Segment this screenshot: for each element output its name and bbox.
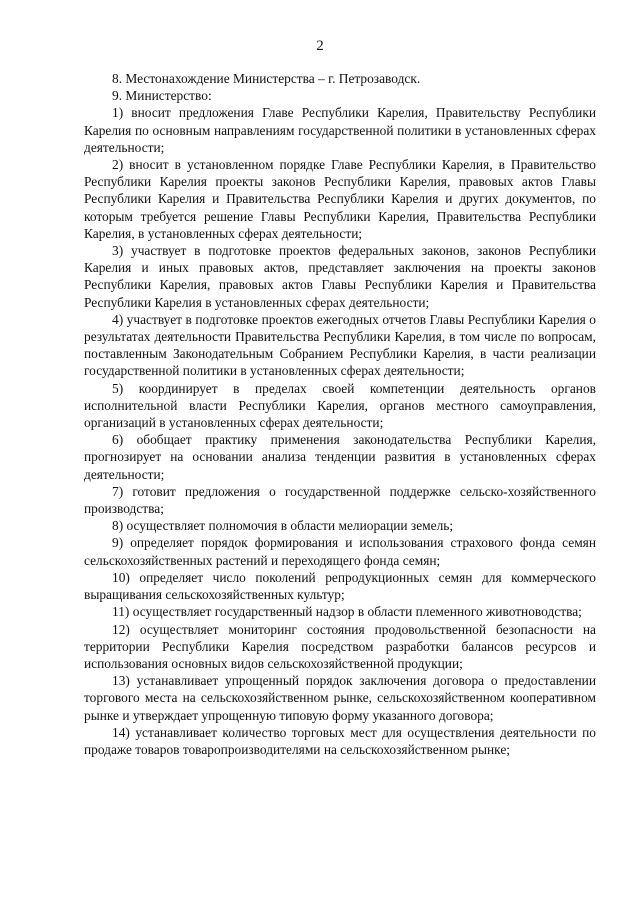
paragraph-item-8: 8) осуществляет полномочия в области мелиорации земель; <box>112 518 454 534</box>
document-body <box>84 70 596 758</box>
paragraph-item-11: 11) осуществляет государственный надзор в области племенного животноводства; <box>112 604 582 620</box>
paragraph-item-5: 5) координирует в пределах своей компетенции деятельность органов исполнительной власти Республики Карелия, органов местного самоуправления, организаций в установленных сферах деятельности; <box>84 380 596 431</box>
page-number: 2 <box>316 38 324 54</box>
paragraph-item-10: 10) определяет число поколений репродукционных семян для коммерческого выращивания сельскохозяйственных культур; <box>84 569 596 603</box>
paragraph-item-14: 14) устанавливает количество торговых мест для осуществления деятельности по продаже товаров товаропроизводителями на сельскохозяйственном рынке; <box>84 724 596 757</box>
paragraph-item-3: 3) участвует в подготовке проектов федеральных законов, законов Республики Карелия и иных правовых актов, представляет заключения на проекты законов Республики Карелия, правовых актов Главы Республики Карелия и Правительства Республики Карелия в установленных сферах деятельности; <box>84 243 596 310</box>
paragraph-ministry-heading: 9. Министерство: <box>112 88 212 104</box>
paragraph-item-12: 12) осуществляет мониторинг состояния продовольственной безопасности на территории Республики Карелия посредством разработки балансов ресурсов и использования основных видов сельскохозяйственной продукции; <box>84 621 596 671</box>
paragraph-item-2: 2) вносит в установленном порядке Главе Республики Карелия, в Правительство Республики Карелия проекты законов Республики Карелия, правовых актов Главы Республики Карелия и Правительства Республики Карелия и других документов, по которым требуется решение Главы Республики Карелия, Правительства Республики Карелия, в установленных сферах деятельности; <box>84 157 596 241</box>
paragraph-item-9: 9) определяет порядок формирования и использования страхового фонда семян сельскохозяйственных растений и переходящего фонда семян; <box>84 535 596 568</box>
paragraph-item-6: 6) обобщает практику применения законодательства Республики Карелия, прогнозирует на основании анализа тенденции развития в установленных сферах деятельности; <box>84 432 596 482</box>
paragraph-location: 8. Местонахождение Министерства – г. Петрозаводск. <box>112 71 421 86</box>
paragraph-item-13: 13) устанавливает упрощенный порядок заключения договора о предоставлении торгового места на сельскохозяйственном рынке, сельскохозяйственном кооперативном рынке и утверждает упрощенную типовую форму указанного договора; <box>84 673 596 723</box>
paragraph-item-7: 7) готовит предложения о государственной поддержке сельско-хозяйственного производства; <box>84 483 596 517</box>
paragraph-item-4: 4) участвует в подготовке проектов ежегодных отчетов Главы Республики Карелия о результатах деятельности Правительства Республики Карелия, в том числе по вопросам, поставленным Законодательным Собранием Республики Карелия, в части реализации государственной политики в установленных сферах деятельности; <box>84 311 596 379</box>
paragraph-item-1: 1) вносит предложения Главе Республики Карелия, Правительству Республики Карелия по основным направлениям государственной политики в установленных сферах деятельности; <box>84 105 596 155</box>
